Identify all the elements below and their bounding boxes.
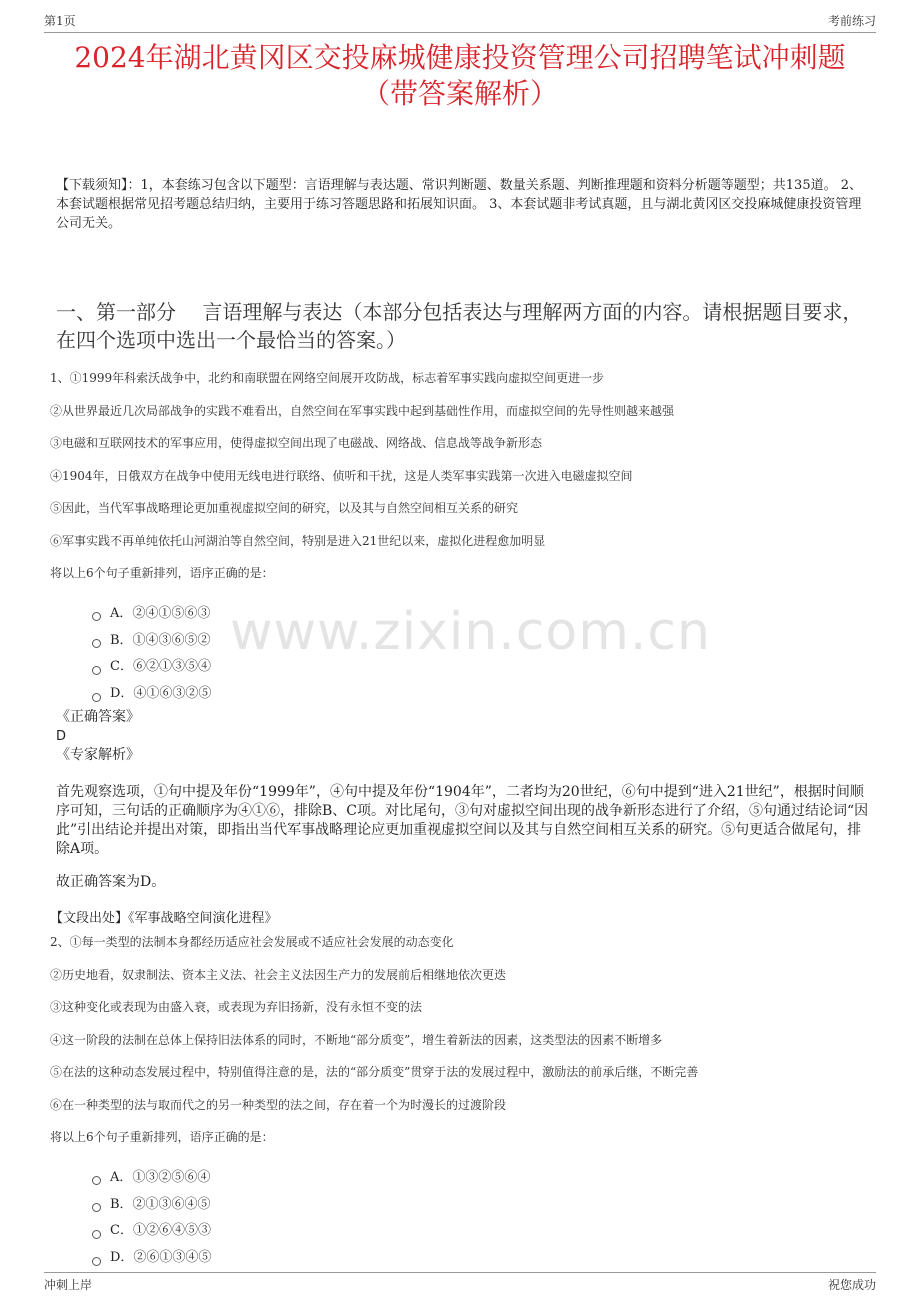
explanation: 首先观察选项，①句中提及年份“1999年”，④句中提及年份“1904年”，二者均为20世纪，⑥句中提到“进入21世纪”，根据时间顺序可知，三句话的正确顺序为④①⑥，排除B、C项。对比尾句，③句对虚拟空间出现的战争新形态进行了介绍，⑤句通过结论词“因此”引出结论并提出对策，即指出当代军事战略理论应更加重视虚拟空间以及其与自然空间相互关系的研究。⑤句更适合做尾句，排除A项。 xyxy=(56,783,869,857)
header-tag: 考前练习 xyxy=(827,14,876,28)
option-label: A．①③②⑤⑥④ xyxy=(110,1169,211,1185)
answer-label: 《正确答案》 xyxy=(56,708,140,725)
q1-option-b[interactable] xyxy=(92,627,870,654)
page-number: 第1页 xyxy=(44,14,76,28)
q1-line: ⑤因此，当代军事战略理论更加重视虚拟空间的研究，以及其与自然空间相互关系的研究 xyxy=(50,501,519,515)
document-title xyxy=(0,40,920,112)
q2-options xyxy=(92,1165,870,1272)
footer-right: 祝您成功 xyxy=(827,1278,876,1292)
q2-line: ④这一阶段的法制在总体上保持旧法体系的同时，不断地“部分质变”，增生着新法的因素，这类型法的因素不断增多 xyxy=(50,1032,663,1047)
page-footer xyxy=(44,1272,876,1293)
q1-line: ③电磁和互联网技术的军事应用，使得虚拟空间出现了电磁战、网络战、信息战等战争新形态 xyxy=(50,436,543,450)
q2-prompt: 将以上6个句子重新排列，语序正确的是： xyxy=(50,1130,274,1144)
option-label: B．①④③⑥⑤② xyxy=(110,632,211,648)
q1-option-a[interactable] xyxy=(92,601,870,628)
title-line-2: （带答案解析） xyxy=(361,77,558,110)
radio-icon[interactable] xyxy=(92,639,101,648)
option-label: C．①②⑥④⑤③ xyxy=(110,1223,211,1239)
option-label: D．④①⑥③②⑤ xyxy=(110,686,212,702)
question-1 xyxy=(50,371,870,928)
question-2 xyxy=(50,935,870,1272)
radio-icon[interactable] xyxy=(92,1203,101,1212)
q1-line: 1、①1999年科索沃战争中，北约和南联盟在网络空间展开攻防战，标志着军事实践向虚拟空间更进一步 xyxy=(50,371,605,385)
passage-source: 【文段出处】《军事战略空间演化进程》 xyxy=(50,910,278,926)
radio-icon[interactable] xyxy=(92,666,101,675)
download-notice: 【下载须知】：1，本套练习包含以下题型：言语理解与表达题、常识判断题、数量关系题、判断推理题和资料分析题等题型；共135道。 2、本套试题根据常见招考题总结归纳，主要用于练习答题思路和拓展知识面。 3、本套试题非考试真题，且与湖北黄冈区交投麻城健康投资管理公司无关。 xyxy=(56,178,862,231)
q1-prompt: 将以上6个句子重新排列，语序正确的是： xyxy=(50,566,274,580)
option-label: B．②①③⑥④⑤ xyxy=(110,1196,211,1212)
q1-option-d[interactable] xyxy=(92,681,870,708)
option-label: A．②④①⑤⑥③ xyxy=(110,605,211,621)
radio-icon[interactable] xyxy=(92,612,101,621)
q2-line: ②历史地看，奴隶制法、资本主义法、社会主义法因生产力的发展前后相继地依次更迭 xyxy=(50,967,507,982)
option-label: D．②⑥①③④⑤ xyxy=(110,1250,212,1266)
radio-icon[interactable] xyxy=(92,1230,101,1239)
q2-line: ③这种变化或表现为由盛入衰，或表现为弃旧扬新，没有永恒不变的法 xyxy=(50,1000,423,1014)
page-header xyxy=(44,12,876,33)
q1-line: ④1904年，日俄双方在战争中使用无线电进行联络、侦听和干扰，这是人类军事实践第一次进入电磁虚拟空间 xyxy=(50,468,633,483)
section-heading: 一、第一部分 言语理解与表达（本部分包括表达与理解两方面的内容。请根据题目要求，在四个选项中选出一个最恰当的答案。） xyxy=(56,300,863,352)
q2-line: ⑥在一种类型的法与取而代之的另一种类型的法之间，存在着一个为时漫长的过渡阶段 xyxy=(50,1097,507,1112)
conclusion: 故正确答案为D。 xyxy=(56,873,166,890)
q2-line: 2、①每一类型的法制本身都经历适应社会发展或不适应社会发展的动态变化 xyxy=(50,935,454,949)
radio-icon[interactable] xyxy=(92,1176,101,1185)
answer-value: D xyxy=(56,728,67,744)
option-label: C．⑥②①③⑤④ xyxy=(110,659,211,675)
q2-option-b[interactable] xyxy=(92,1191,870,1218)
q2-option-c[interactable] xyxy=(92,1218,870,1245)
radio-icon[interactable] xyxy=(92,1257,101,1266)
radio-icon[interactable] xyxy=(92,693,101,702)
q2-option-a[interactable] xyxy=(92,1165,870,1192)
q1-line: ⑥军事实践不再单纯依托山河湖泊等自然空间，特别是进入21世纪以来，虚拟化进程愈加明显 xyxy=(50,533,546,548)
q1-option-c[interactable] xyxy=(92,654,870,681)
q1-options xyxy=(92,601,870,708)
footer-left: 冲刺上岸 xyxy=(44,1278,93,1292)
q1-line: ②从世界最近几次局部战争的实践不难看出，自然空间在军事实践中起到基础性作用，而虚拟空间的先导性则越来越强 xyxy=(50,403,675,418)
analysis-label: 《专家解析》 xyxy=(56,746,140,763)
title-line-1: 2024年湖北黄冈区交投麻城健康投资管理公司招聘笔试冲刺题 xyxy=(74,41,846,74)
q2-line: ⑤在法的这种动态发展过程中，特别值得注意的是，法的“部分质变”贯穿于法的发展过程中，激励法的前承后继，不断完善 xyxy=(50,1065,699,1079)
q2-option-d[interactable] xyxy=(92,1245,870,1272)
watermark: www.zixin.com.cn xyxy=(230,602,711,662)
